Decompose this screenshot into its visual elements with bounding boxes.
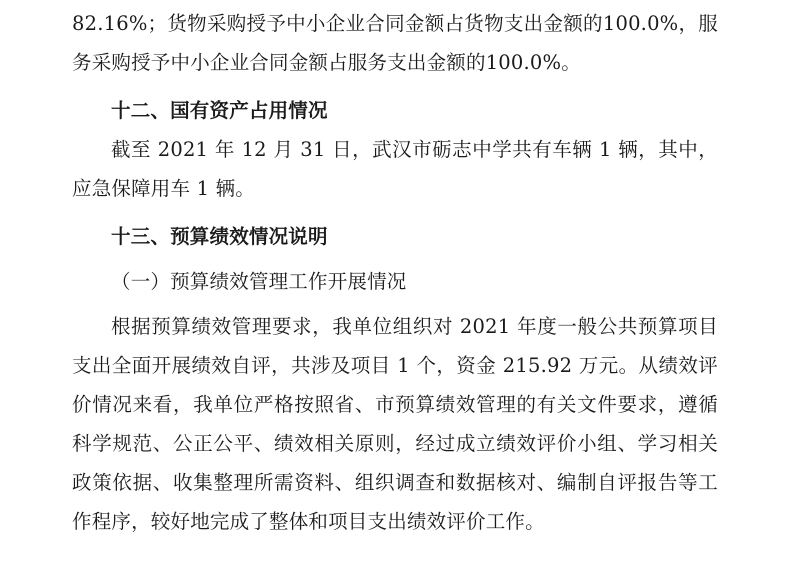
section-heading-thirteen: 十三、预算绩效情况说明 [111,225,328,248]
section-heading-twelve: 十二、国有资产占用情况 [111,99,328,122]
paragraph-performance-evaluation: 根据预算绩效管理要求，我单位组织对 2021 年度一般公共预算项目支出全面开展绩效自评，共涉及项目 1 个，资金 215.92 万元。从绩效评价情况来看，我单位严格按照省、市预算绩效管理的有关文件要求，遵循科学规范、公正公平、绩效相关原则，经过成立绩效评价小组、学习相关政策依据、收集整理所需资料、组织调查和数据核对、编制自评报告等工作程序，较好地完成了整体和项目支出绩效评价工作。 [72,315,718,533]
paragraph-state-assets: 截至 2021 年 12 月 31 日，武汉市砺志中学共有车辆 1 辆，其中，应急保障用车 1 辆。 [72,138,718,200]
paragraph-continued: 82.16%；货物采购授予中小企业合同金额占货物支出金额的100.0%，服务采购授予中小企业合同金额占服务支出金额的100.0%。 [72,12,718,74]
document-body [72,0,718,541]
subsection-heading-performance-management: （一）预算绩效管理工作开展情况 [111,270,407,293]
